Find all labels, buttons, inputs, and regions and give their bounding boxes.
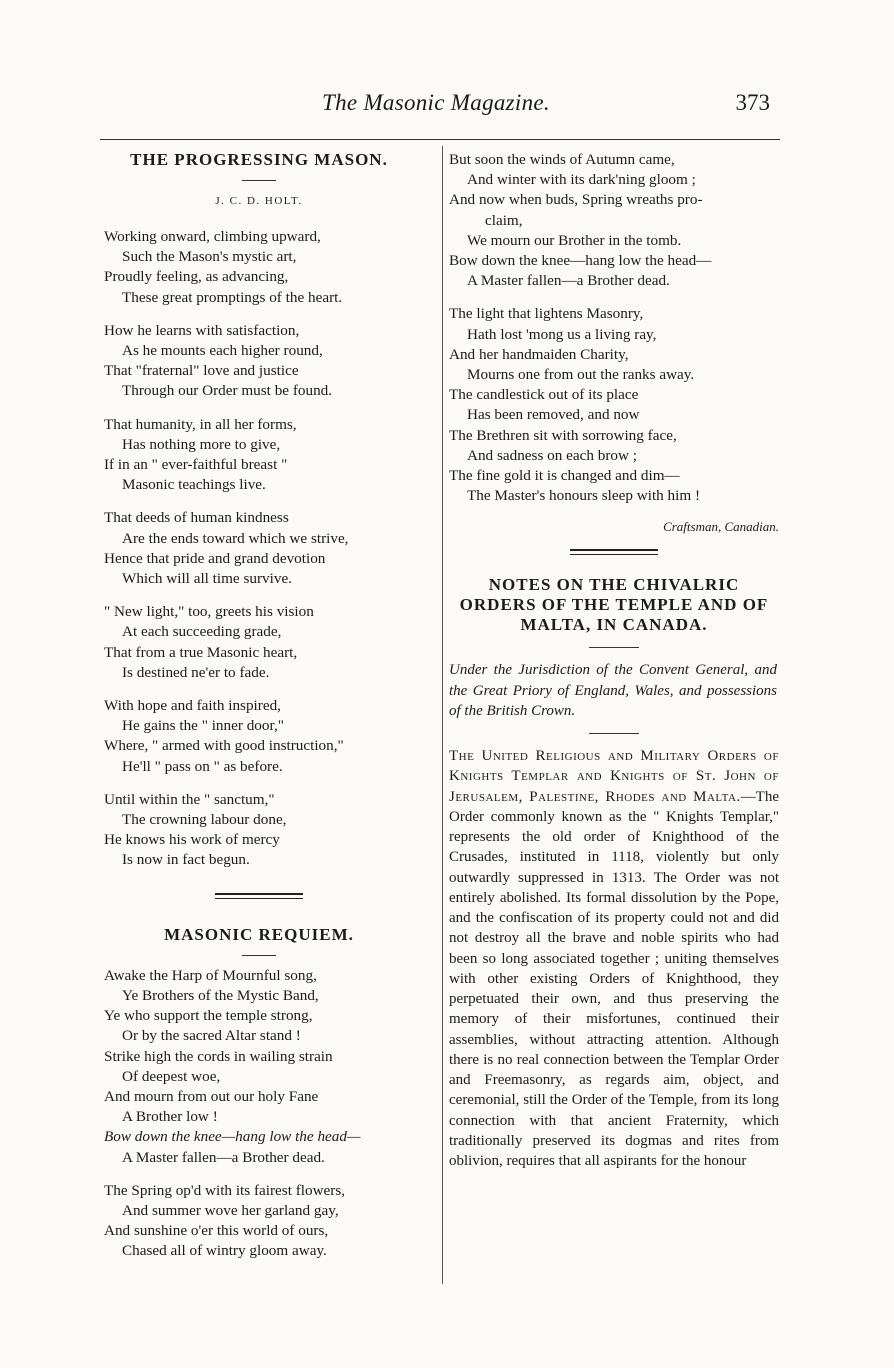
verse-line: Strike high the cords in wailing strain [104, 1047, 333, 1065]
article-body-text: —The Order commonly known as the " Knights Templar," represents the old order of Knighthood of the Crusades, instituted in 1118, violently but only outwardly suppressed in 1313. The Order was not entirely abolished. Its formal dissolution by the Pope, and the confiscation of its property could not and did not destroy all the brave and noble spirits who had been so long associated together ; uniting themselves with other existing Orders of Knighthood, they perpetuated their own, and thus preserving the memory of their misfortunes, continued their assemblies, without attracting attention. Although there is no real connection between the Templar Order and Freemasonry, as regards aim, object, and ceremonial, still the Order of the Temple, from its long connection with that ancient Fraternity, which traditionally preserved its dogmas and rites from oblivion, requires that all aspirants for the honour [449, 788, 779, 1170]
verse-line: Has been removed, and now [467, 406, 640, 424]
verse-line: He'll " pass on " as before. [122, 757, 283, 775]
verse-line: Proudly feeling, as advancing, [104, 268, 289, 286]
article-body-lead: The United Religious and Military Orders of Knights Templar and Knights of St. John of Jerusalem, Palestine, Rhodes and Malta. [449, 748, 779, 805]
section-separator [215, 893, 303, 899]
stanza [104, 508, 414, 589]
stanza [104, 415, 414, 496]
verse-line: claim, [485, 211, 523, 229]
verse-line: And winter with its dark'ning gloom ; [467, 171, 696, 189]
verse-line: Chased all of wintry gloom away. [122, 1242, 327, 1260]
verse-line: Ye who support the temple strong, [104, 1007, 313, 1025]
poem-title-progressing-mason: THE PROGRESSING MASON. [130, 150, 388, 169]
article-body [449, 746, 779, 1171]
verse-line: A Master fallen—a Brother dead. [122, 1148, 325, 1166]
subtitle-rule [589, 733, 639, 734]
article-subtitle: Under the Jurisdiction of the Convent General, and the Great Priory of England, Wales, and possessions of the British Crown. [449, 662, 777, 719]
verse-line: We mourn our Brother in the tomb. [467, 231, 682, 249]
verse-line: The candlestick out of its place [449, 386, 639, 404]
verse-line: And summer wove her garland gay, [122, 1201, 339, 1219]
verse-line: The crowning labour done, [122, 811, 287, 829]
left-column [104, 150, 414, 1275]
column-divider [442, 146, 443, 1284]
verse-line: That humanity, in all her forms, [104, 415, 297, 433]
verse-line: A Master fallen—a Brother dead. [467, 272, 670, 290]
stanza [104, 790, 414, 871]
verse-line: Bow down the knee—hang low the head— [104, 1128, 361, 1146]
verse-line: " New light," too, greets his vision [104, 603, 314, 621]
verse-line: Mourns one from out the ranks away. [467, 366, 695, 384]
verse-line: Through our Order must be found. [122, 382, 333, 400]
right-column [449, 150, 779, 1171]
progressing-mason-stanzas [104, 227, 414, 871]
section-separator [570, 549, 658, 555]
verse-line: Hath lost 'mong us a living ray, [467, 325, 657, 343]
title-rule [589, 647, 639, 648]
running-title: The Masonic Magazine. [322, 90, 550, 115]
stanza [104, 227, 414, 308]
stanza [104, 321, 414, 402]
stanza [104, 602, 414, 683]
verse-line: Where, " armed with good instruction," [104, 737, 344, 755]
verse-line: That "fraternal" love and justice [104, 362, 299, 380]
header-rule [100, 139, 780, 140]
verse-line: The Master's honours sleep with him ! [467, 487, 701, 505]
verse-line: He knows his work of mercy [104, 831, 280, 849]
masonic-requiem-stanzas [104, 966, 414, 1262]
verse-line: Working onward, climbing upward, [104, 228, 321, 245]
title-rule [242, 955, 276, 956]
attribution: Craftsman, Canadian. [663, 519, 779, 535]
verse-line: Of deepest woe, [122, 1067, 221, 1085]
verse-line: The light that lightens Masonry, [449, 305, 644, 323]
verse-line: At each succeeding grade, [122, 623, 282, 641]
verse-line: If in an " ever-faithful breast " [104, 456, 288, 474]
verse-line: Is destined ne'er to fade. [122, 663, 270, 681]
verse-line: A Brother low ! [122, 1108, 218, 1126]
verse-line: The Brethren sit with sorrowing face, [449, 426, 677, 444]
page-header [100, 86, 780, 126]
verse-line: Or by the sacred Altar stand ! [122, 1027, 301, 1045]
stanza [104, 1181, 414, 1262]
verse-line: The Spring op'd with its fairest flowers, [104, 1181, 346, 1199]
verse-line: Such the Mason's mystic art, [122, 248, 297, 266]
verse-line: And her handmaiden Charity, [449, 345, 629, 363]
article-title [449, 575, 779, 635]
stanza [104, 696, 414, 777]
verse-line: Which will all time survive. [122, 570, 292, 588]
verse-line: Is now in fact begun. [122, 851, 250, 869]
verse-line: He gains the " inner door," [122, 717, 284, 735]
verse-line: That deeds of human kindness [104, 509, 289, 527]
page-number: 373 [735, 90, 770, 115]
verse-line: How he learns with satisfaction, [104, 321, 300, 339]
verse-line: And sunshine o'er this world of ours, [104, 1222, 329, 1240]
verse-line: With hope and faith inspired, [104, 697, 281, 715]
poem-title-masonic-requiem: MASONIC REQUIEM. [164, 924, 354, 944]
verse-line: And mourn from out our holy Fane [104, 1087, 319, 1105]
verse-line: As he mounts each higher round, [122, 342, 323, 360]
verse-line: Awake the Harp of Mournful song, [104, 966, 317, 984]
stanza [104, 966, 414, 1168]
title-rule [242, 180, 276, 181]
verse-line: These great promptings of the heart. [122, 288, 343, 306]
article-title-line: MALTA, IN CANADA. [520, 615, 708, 635]
verse-line: Hence that pride and grand devotion [104, 549, 326, 567]
verse-line: Are the ends toward which we strive, [122, 529, 349, 547]
verse-line: And now when buds, Spring wreaths pro- [449, 191, 703, 209]
verse-line: Ye Brothers of the Mystic Band, [122, 986, 319, 1004]
verse-line: Until within the " sanctum," [104, 790, 275, 808]
verse-line: Masonic teachings live. [122, 476, 266, 494]
verse-line: The fine gold it is changed and dim— [449, 467, 680, 485]
stanza [449, 150, 779, 291]
masonic-requiem-continued [449, 150, 779, 506]
stanza [449, 304, 779, 506]
article-title-line: ORDERS OF THE TEMPLE AND OF [459, 595, 769, 615]
verse-line: Has nothing more to give, [122, 435, 281, 453]
verse-line: That from a true Masonic heart, [104, 643, 298, 661]
verse-line: And sadness on each brow ; [467, 446, 637, 464]
verse-line: But soon the winds of Autumn came, [449, 151, 675, 168]
article-title-line: NOTES ON THE CHIVALRIC [488, 575, 740, 595]
poem-author: J. C. D. HOLT. [215, 195, 303, 207]
verse-line: Bow down the knee—hang low the head— [449, 252, 712, 270]
